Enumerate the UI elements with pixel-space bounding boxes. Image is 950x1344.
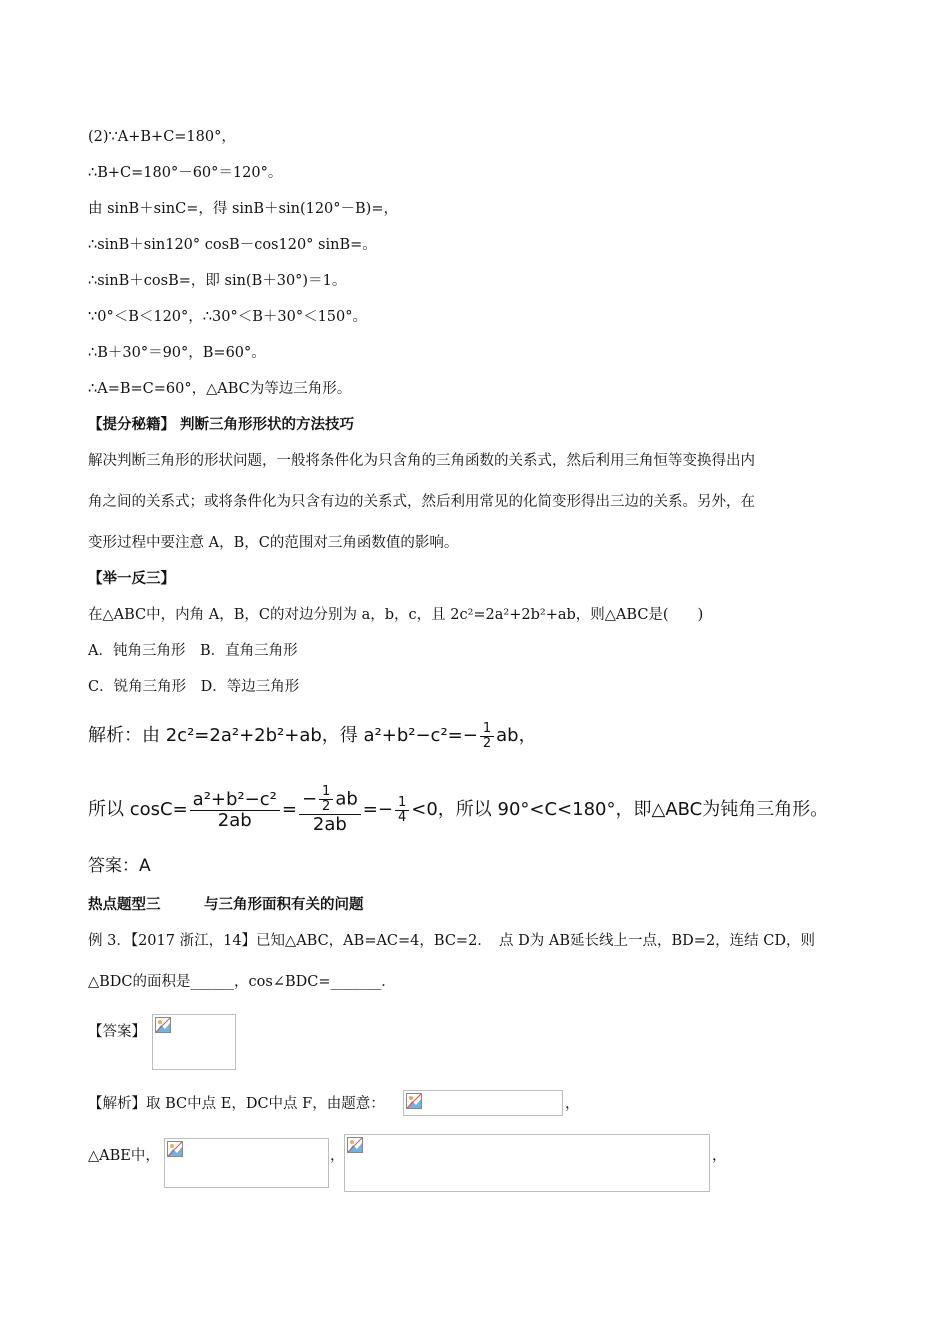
abe-comma-2: ， xyxy=(712,1148,727,1164)
fraction-numerator: 1 xyxy=(480,722,494,737)
practice-options-ab: A．钝角三角形 B．直角三角形 xyxy=(88,643,298,659)
solution-line-6: ∵0°＜B＜120°，∴30°＜B＋30°＜150°。 xyxy=(88,309,367,325)
analysis-2-prefix: 所以 cosC= xyxy=(88,799,188,820)
broken-image-icon xyxy=(406,1093,422,1109)
answer-image-placeholder xyxy=(152,1014,236,1070)
nested-numerator: 1 xyxy=(319,785,333,800)
fraction-numerator: 1 xyxy=(395,796,409,811)
analysis-2-fraction-3 xyxy=(395,796,409,825)
analysis-1-prefix: 解析：由 2c²=2a²+2b²+ab，得 a²+b²−c²=− xyxy=(88,725,478,746)
broken-image-icon xyxy=(155,1017,171,1033)
analysis-2-fraction-2 xyxy=(299,785,361,835)
minus-sign: − xyxy=(301,788,318,810)
practice-heading: 【举一反三】 xyxy=(88,571,175,587)
analysis-line-2 xyxy=(88,780,828,840)
analysis-image-placeholder-1 xyxy=(403,1090,563,1116)
abe-comma-1: ， xyxy=(330,1148,345,1164)
analysis-1-fraction xyxy=(480,722,494,751)
example-3-line-2: △BDC的面积是______，cos∠BDC=_______． xyxy=(88,974,396,990)
analysis-label: 【解析】取 BC中点 E，DC中点 F，由题意： xyxy=(88,1096,385,1112)
answer-label: 【答案】 xyxy=(88,1024,146,1040)
example-3-line-1: 例 3．【2017 浙江，14】已知△ABC，AB=AC=4，BC=2． 点 D为 AB延长线上一点，BD=2，连结 CD，则 xyxy=(88,933,816,949)
analysis-image-placeholder-2 xyxy=(164,1138,329,1188)
solution-line-7: ∴B＋30°＝90°，B=60°。 xyxy=(88,345,266,361)
analysis-2-fraction-1 xyxy=(190,790,280,831)
numerator-tail: ab xyxy=(335,788,358,810)
hot-type-heading: 热点题型三 与三角形面积有关的问题 xyxy=(88,897,364,913)
solution-line-4: ∴sinB＋sin120° cosB－cos120° sinB=。 xyxy=(88,237,377,253)
solution-line-3: 由 sinB＋sinC=，得 sinB＋sin(120°－B)=， xyxy=(88,201,398,217)
analysis-line-1 xyxy=(88,716,537,756)
abe-label: △ABE中， xyxy=(88,1148,160,1164)
broken-image-icon xyxy=(347,1137,363,1153)
analysis-2-suffix: <0，所以 90°<C<180°，即△ABC为钝角三角形。 xyxy=(411,799,829,820)
analysis-2-equals: = xyxy=(281,799,297,820)
tip-paragraph-line-3: 变形过程中要注意 A，B，C的范围对三角函数值的影响。 xyxy=(88,535,459,551)
nested-fraction xyxy=(319,785,333,814)
analysis-image-placeholder-3 xyxy=(344,1134,710,1192)
fraction-denominator: 4 xyxy=(397,809,407,825)
analysis-1-suffix: ab， xyxy=(496,725,537,746)
solution-line-1: (2)∵A+B+C=180°， xyxy=(88,129,236,145)
solution-line-2: ∴B+C=180°－60°＝120°。 xyxy=(88,165,283,181)
analysis-2-mid: =− xyxy=(362,799,393,820)
tip-paragraph-line-1: 解决判断三角形的形状问题，一般将条件化为只含角的三角函数的关系式，然后利用三角恒等变换得出内 xyxy=(88,453,755,469)
broken-image-icon xyxy=(167,1141,183,1157)
solution-line-8: ∴A=B=C=60°，△ABC为等边三角形。 xyxy=(88,381,352,397)
fraction-denominator: 2ab xyxy=(312,814,347,835)
tip-paragraph-line-2: 角之间的关系式；或将条件化为只含有边的关系式，然后利用常见的化简变形得出三边的关系。另外，在 xyxy=(88,494,755,510)
fraction-denominator: 2ab xyxy=(217,809,252,831)
fraction-denominator: 2 xyxy=(482,735,492,751)
practice-answer: 答案：A xyxy=(88,856,151,876)
fraction-numerator xyxy=(299,785,361,815)
practice-question: 在△ABC中，内角 A，B，C的对边分别为 a，b，c，且 2c²=2a²+2b²+ab，则△ABC是( ) xyxy=(88,607,704,623)
fraction-numerator: a²+b²−c² xyxy=(190,790,280,811)
nested-denominator: 2 xyxy=(322,799,331,814)
tip-heading: 【提分秘籍】 判断三角形形状的方法技巧 xyxy=(88,417,355,433)
analysis-comma: ， xyxy=(565,1096,580,1112)
practice-options-cd: C．锐角三角形 D．等边三角形 xyxy=(88,679,300,695)
solution-line-5: ∴sinB＋cosB=，即 sin(B＋30°)＝1。 xyxy=(88,273,347,289)
